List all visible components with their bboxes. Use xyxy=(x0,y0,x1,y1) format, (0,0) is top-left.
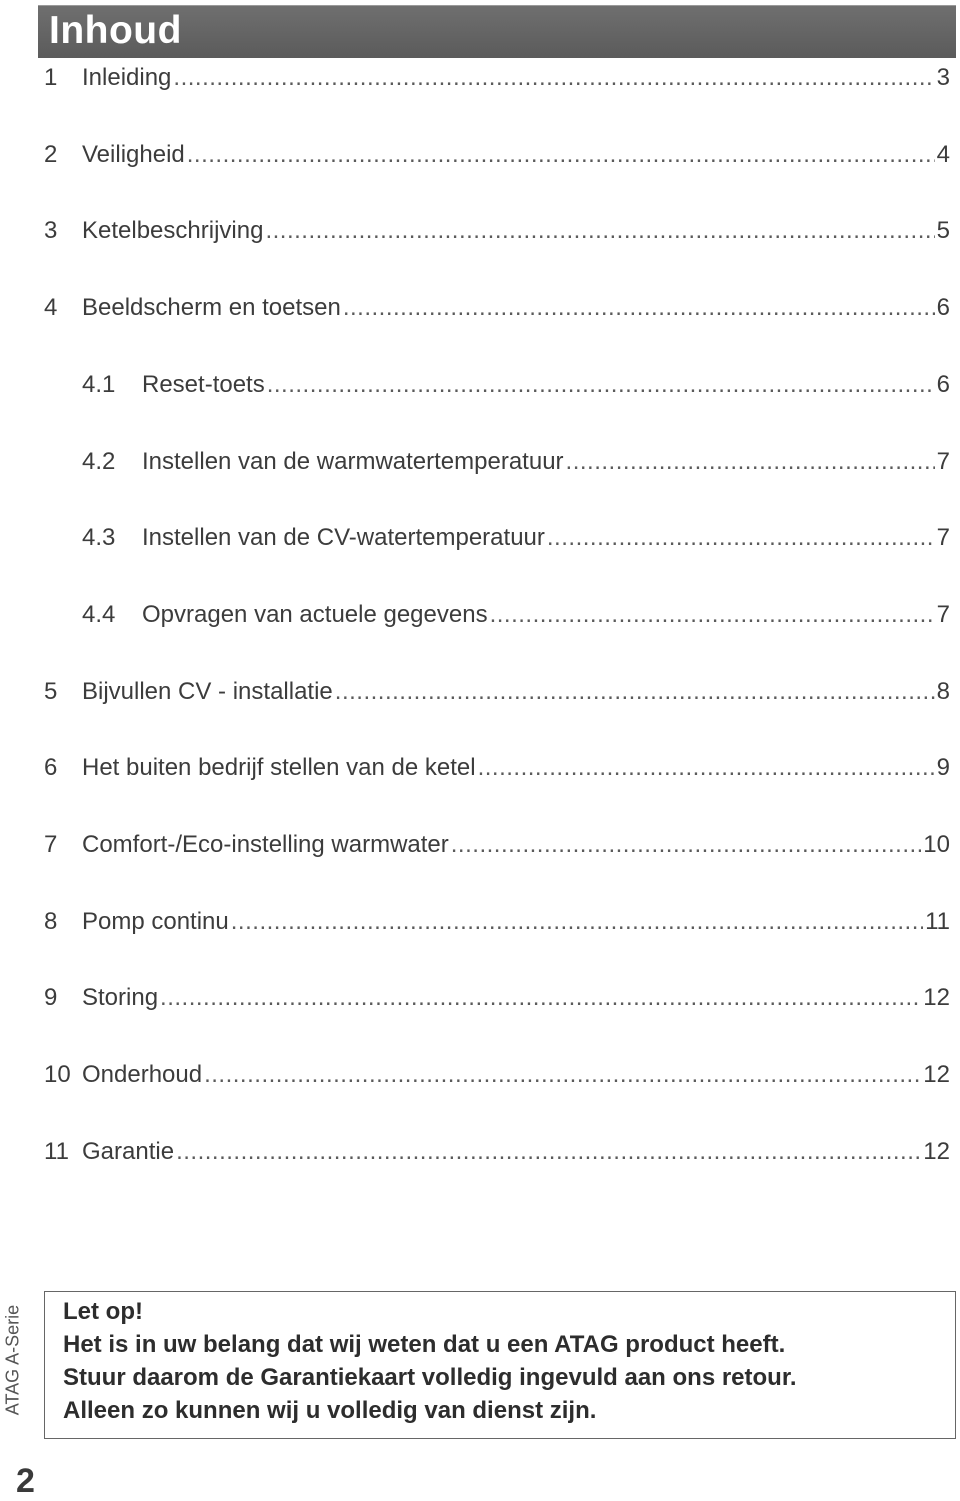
toc-entry-title: Beeldscherm en toetsen xyxy=(82,294,341,321)
toc-entry-number: 10 xyxy=(44,1061,71,1088)
toc-leader-dots xyxy=(343,294,935,322)
toc-entry[interactable] xyxy=(44,1138,950,1174)
toc-entry[interactable] xyxy=(82,371,950,407)
toc-entry-number: 8 xyxy=(44,908,58,935)
toc-entry-number: 4 xyxy=(44,294,58,321)
toc-entry-number: 1 xyxy=(44,64,58,91)
toc-entry-title: Opvragen van actuele gegevens xyxy=(142,601,488,628)
toc-leader-dots xyxy=(187,141,935,169)
toc-entry-page: 5 xyxy=(936,217,950,244)
toc-entry-page: 6 xyxy=(936,371,950,398)
toc-entry[interactable] xyxy=(44,64,950,100)
toc-entry-number: 4.2 xyxy=(82,448,116,475)
toc-entry-page: 12 xyxy=(923,1061,950,1088)
toc-leader-dots xyxy=(204,1061,921,1089)
toc-leader-dots xyxy=(267,371,935,399)
notice-line: Alleen zo kunnen wij u volledig van dienst zijn. xyxy=(63,1397,597,1424)
toc-entry-number: 4.3 xyxy=(82,524,116,551)
toc-entry-title: Ketelbeschrijving xyxy=(82,217,264,244)
toc-leader-dots xyxy=(265,217,934,245)
side-label xyxy=(0,1290,26,1430)
page-number: 2 xyxy=(16,1462,35,1500)
toc-entry-number: 11 xyxy=(44,1138,69,1165)
toc-entry-number: 2 xyxy=(44,141,58,168)
toc-entry[interactable] xyxy=(44,831,950,867)
toc-entry[interactable] xyxy=(44,754,950,790)
toc-entry[interactable] xyxy=(82,448,950,484)
toc-entry-number: 6 xyxy=(44,754,58,781)
toc-leader-dots xyxy=(160,984,921,1012)
toc-entry[interactable] xyxy=(44,984,950,1020)
toc-entry-number: 5 xyxy=(44,678,58,705)
toc-entry-number: 4.1 xyxy=(82,371,116,398)
toc-entry-page: 7 xyxy=(936,601,950,628)
toc-leader-dots xyxy=(566,448,935,476)
toc-entry-page: 7 xyxy=(936,448,950,475)
toc-entry-number: 4.4 xyxy=(82,601,116,628)
toc-entry[interactable] xyxy=(44,294,950,330)
series-label: ATAG A-Serie xyxy=(2,1304,23,1416)
toc-entry-number: 3 xyxy=(44,217,58,244)
toc-leader-dots xyxy=(490,601,935,629)
toc-entry-title: Comfort-/Eco-instelling warmwater xyxy=(82,831,449,858)
toc-leader-dots xyxy=(547,524,935,552)
toc-entry-page: 3 xyxy=(936,64,950,91)
toc-entry[interactable] xyxy=(44,908,950,944)
toc-entry[interactable] xyxy=(44,678,950,714)
toc-entry[interactable] xyxy=(82,601,950,637)
toc-leader-dots xyxy=(231,908,923,936)
toc-entry-page: 12 xyxy=(923,984,950,1011)
toc-entry[interactable] xyxy=(44,1061,950,1097)
toc-entry-title: Storing xyxy=(82,984,159,1011)
toc-entry[interactable] xyxy=(44,141,950,177)
toc-entry-page: 10 xyxy=(923,831,950,858)
toc-entry-page: 11 xyxy=(925,908,950,935)
toc-entry-title: Veiligheid xyxy=(82,141,185,168)
toc-leader-dots xyxy=(176,1138,921,1166)
toc-entry-page: 9 xyxy=(936,754,950,781)
toc-entry-page: 8 xyxy=(936,678,950,705)
toc-leader-dots xyxy=(451,831,922,859)
toc-entry-title: Onderhoud xyxy=(82,1061,203,1088)
toc-leader-dots xyxy=(173,64,934,92)
notice-line: Stuur daarom de Garantiekaart volledig ingevuld aan ons retour. xyxy=(63,1364,797,1391)
notice-heading: Let op! xyxy=(63,1298,143,1325)
section-header xyxy=(38,5,956,58)
toc-entry-title: Reset-toets xyxy=(142,371,265,398)
toc-entry-title: Het buiten bedrijf stellen van de ketel xyxy=(82,754,476,781)
toc-entry-title: Garantie xyxy=(82,1138,175,1165)
toc-entry-number: 9 xyxy=(44,984,58,1011)
notice-box xyxy=(44,1291,956,1439)
toc-entry-title: Instellen van de CV-watertemperatuur xyxy=(142,524,545,551)
toc-entry-title: Instellen van de warmwatertemperatuur xyxy=(142,448,564,475)
toc-entry[interactable] xyxy=(44,217,950,253)
page-title: Inhoud xyxy=(49,9,182,52)
toc-entry-page: 6 xyxy=(936,294,950,321)
toc-entry-number: 7 xyxy=(44,831,58,858)
toc-entry-page: 7 xyxy=(936,524,950,551)
toc-entry[interactable] xyxy=(82,524,950,560)
toc-leader-dots xyxy=(478,754,935,782)
toc-entry-title: Bijvullen CV - installatie xyxy=(82,678,333,705)
toc-leader-dots xyxy=(335,678,935,706)
toc-entry-page: 12 xyxy=(923,1138,950,1165)
toc-entry-title: Pomp continu xyxy=(82,908,229,935)
toc-entry-page: 4 xyxy=(936,141,950,168)
toc-entry-title: Inleiding xyxy=(82,64,172,91)
notice-line: Het is in uw belang dat wij weten dat u een ATAG product heeft. xyxy=(63,1331,786,1358)
